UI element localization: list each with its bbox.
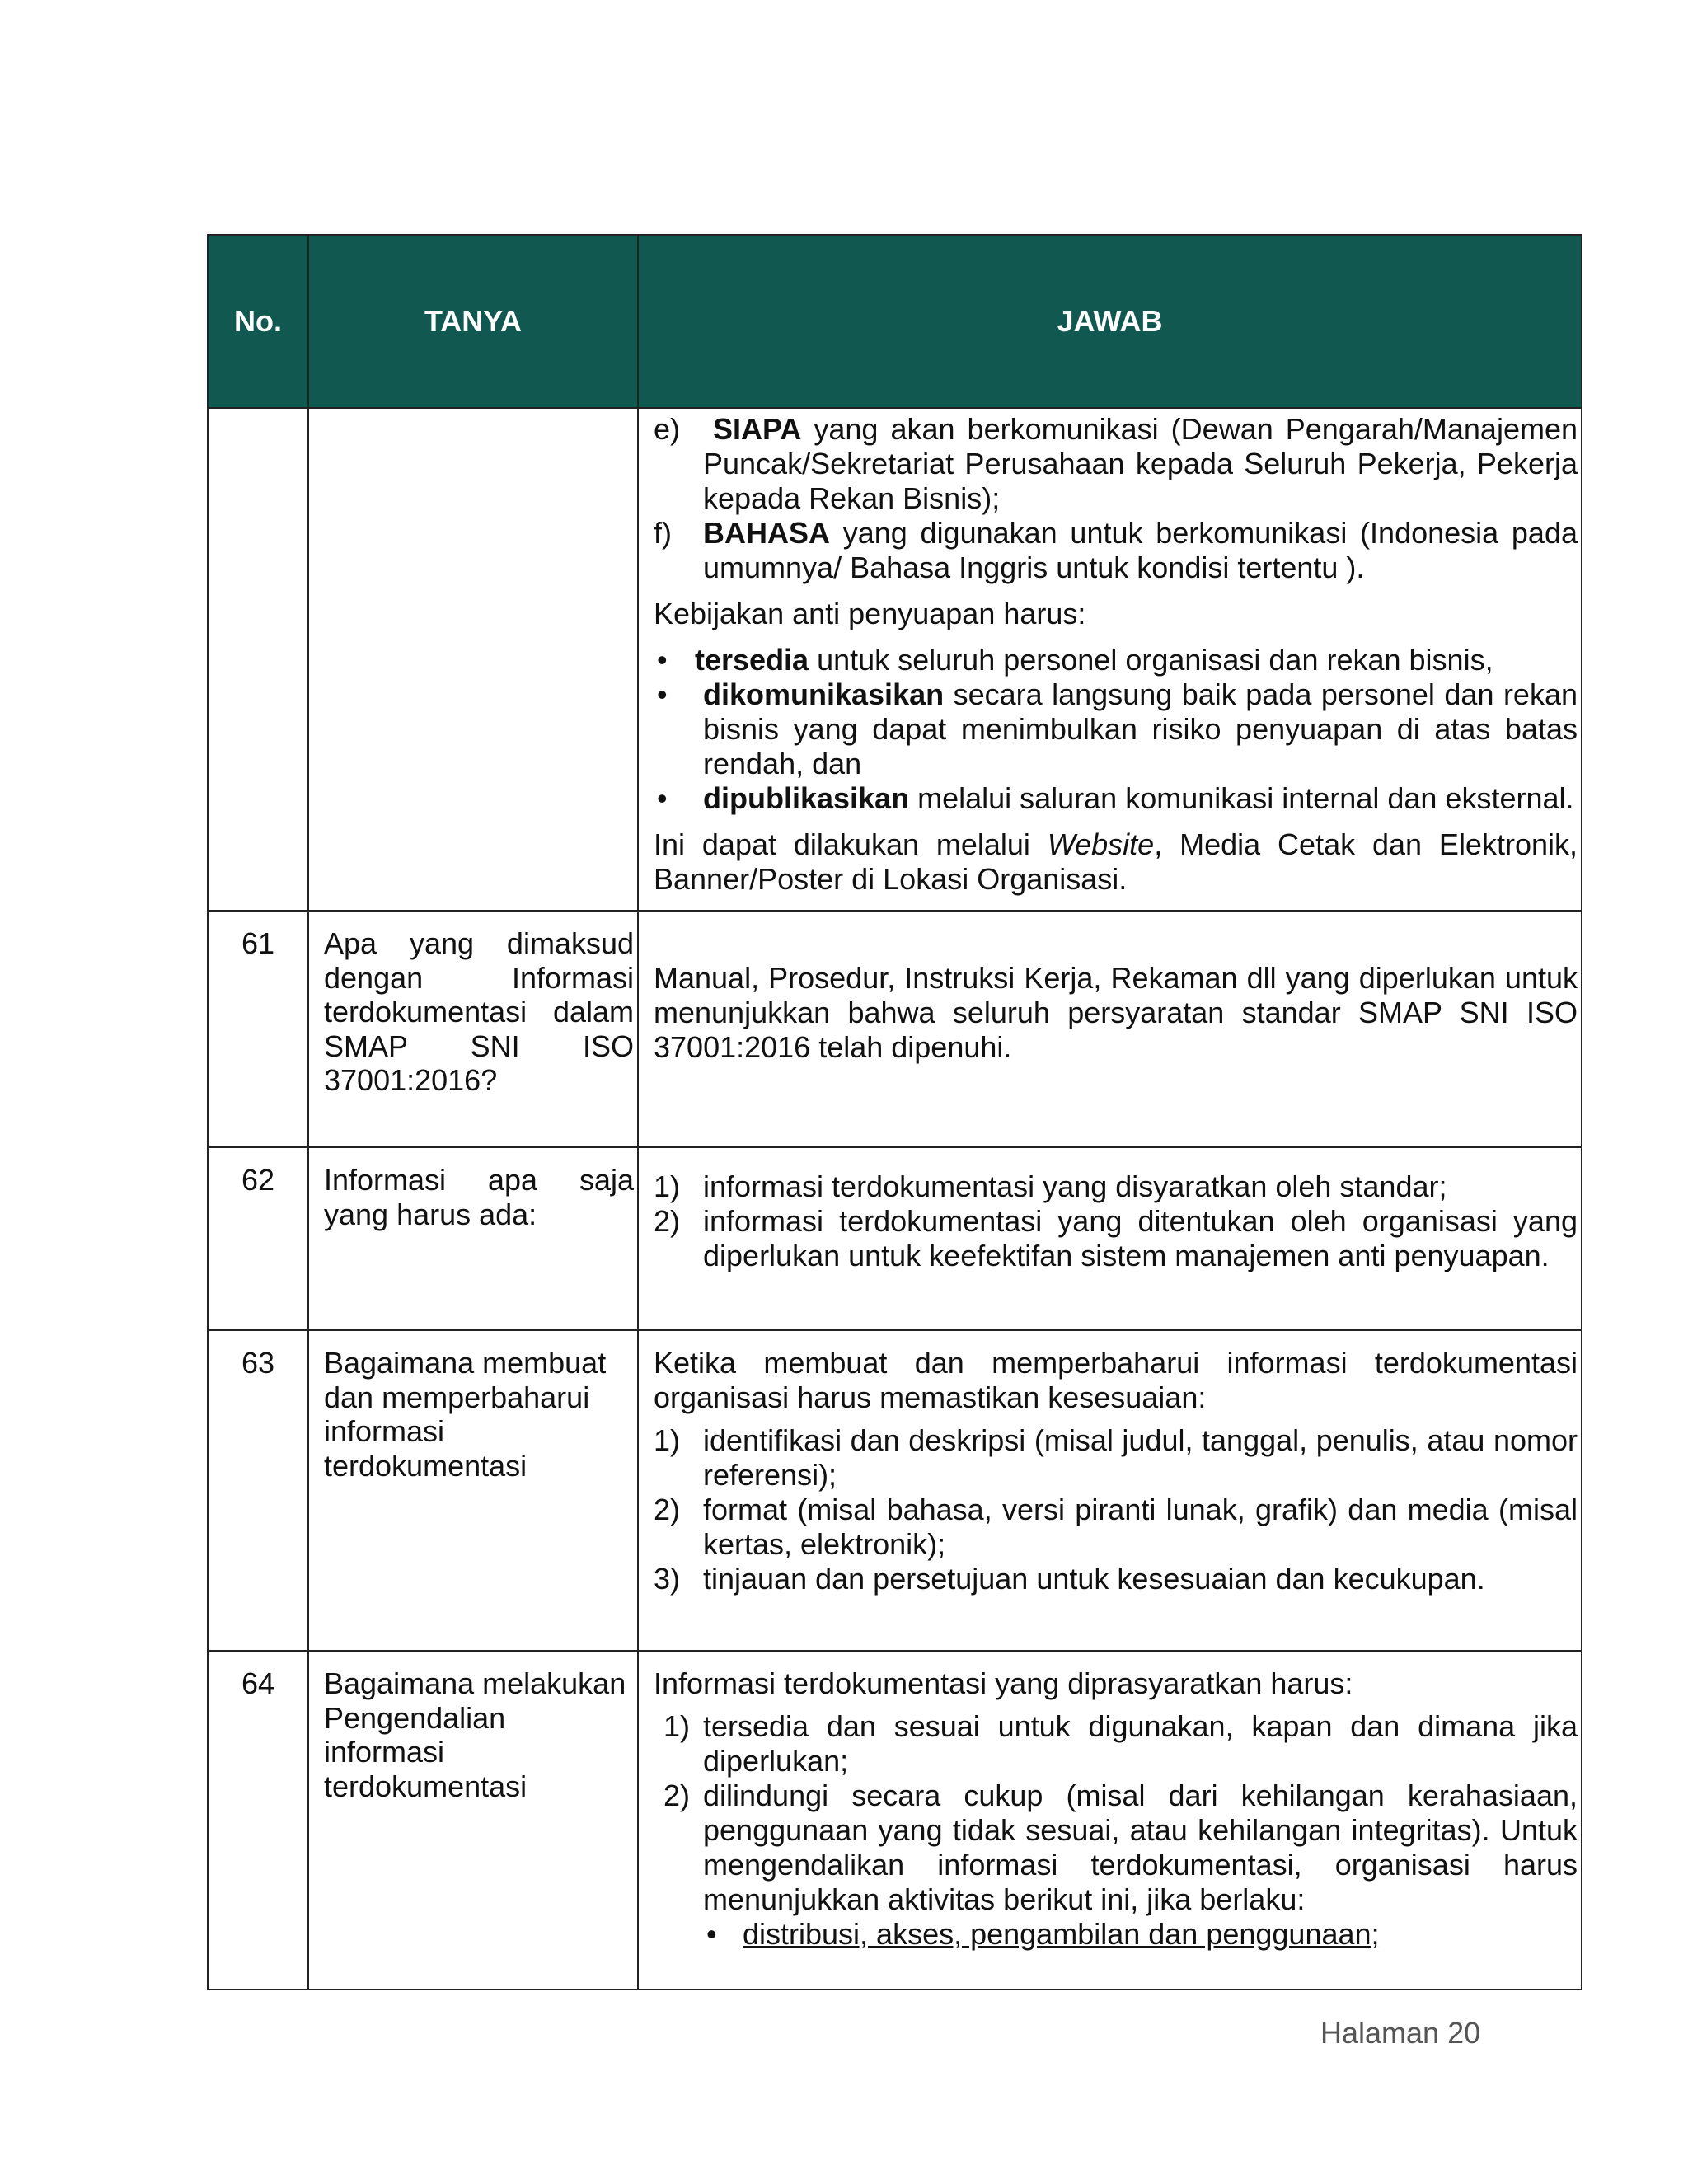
bullet-icon: • (657, 781, 668, 815)
item-marker: e) (654, 412, 681, 446)
list-item (654, 1562, 1578, 1596)
bullet-icon: • (657, 643, 668, 677)
bullet-item (654, 781, 1578, 816)
row-number: 62 (208, 1147, 308, 1330)
bullet-icon: • (706, 1917, 717, 1951)
list-item (654, 1423, 1578, 1493)
answer-intro: Informasi terdokumentasi yang diprasyaratkan harus: (654, 1666, 1353, 1700)
item-marker: 1) (654, 1423, 681, 1457)
item-marker: 1) (663, 1709, 691, 1743)
list-item (654, 1493, 1578, 1562)
row-number: 64 (208, 1651, 308, 1990)
list-item (654, 1709, 1578, 1779)
answer-cell (638, 911, 1582, 1147)
header-no: No. (208, 235, 308, 408)
row-number: 61 (208, 911, 308, 1147)
item-text: distribusi, akses, pengambilan dan penggunaan; (743, 1917, 1380, 1951)
item-text: melalui saluran komunikasi internal dan eksternal. (909, 781, 1574, 815)
answer-cell (638, 408, 1582, 911)
item-bold: tersedia (695, 643, 809, 677)
table-row (208, 911, 1582, 1147)
item-text: identifikasi dan deskripsi (misal judul, tanggal, penulis, atau nomor referensi); (703, 1423, 1578, 1492)
answer-text: Manual, Prosedur, Instruksi Kerja, Rekaman dll yang diperlukan untuk menunjukkan bahwa seluruh persyaratan standar SMAP SNI ISO 37001:2016 telah dipenuhi. (654, 961, 1578, 1064)
item-bold: BAHASA (703, 516, 831, 550)
table-row (208, 1330, 1582, 1651)
closing-post: , Media Cetak dan Elektronik, Banner/Poster di Lokasi Organisasi. (654, 827, 1578, 896)
item-marker: 3) (654, 1562, 681, 1596)
answer-cell (638, 1147, 1582, 1330)
question-cell: Bagaimana membuat dan memperbaharui informasi terdokumentasi (308, 1330, 638, 1651)
item-text: secara langsung baik pada personel dan rekan bisnis yang dapat menimbulkan risiko penyuapan di atas batas rendah, dan (703, 677, 1578, 780)
item-text: informasi terdokumentasi yang ditentukan oleh organisasi yang diperlukan untuk keefektifan sistem manajemen anti penyuapan. (703, 1204, 1578, 1272)
item-text: yang digunakan untuk berkomunikasi (Indonesia pada umumnya/ Bahasa Inggris untuk kondisi tertentu ). (703, 516, 1578, 584)
bullet-item (654, 677, 1578, 781)
row-number: 63 (208, 1330, 308, 1651)
table-row (208, 408, 1582, 911)
table-row (208, 1651, 1582, 1990)
item-bold: dipublikasikan (703, 781, 910, 815)
item-text: informasi terdokumentasi yang disyaratkan oleh standar; (703, 1169, 1447, 1203)
list-item (654, 412, 1578, 516)
answer-cell (638, 1330, 1582, 1651)
bullet-item (654, 643, 1578, 677)
list-item (654, 516, 1578, 585)
qa-table (207, 234, 1582, 1990)
question-cell: Apa yang dimaksud dengan Informasi terdokumentasi dalam SMAP SNI ISO 37001:2016? (308, 911, 638, 1147)
item-text: dilindungi secara cukup (misal dari kehilangan kerahasiaan, penggunaan yang tidak sesuai, atau kehilangan integritas). Untuk mengendalikan informasi terdokumentasi, organisasi harus menunjukkan aktivitas berikut ini, jika berlaku: (703, 1779, 1578, 1916)
item-marker: 2) (654, 1493, 681, 1526)
question-cell: Informasi apa saja yang harus ada: (308, 1147, 638, 1330)
page-number: Halaman 20 (1320, 2016, 1481, 2050)
item-marker: f) (654, 516, 672, 550)
header-jawab: JAWAB (638, 235, 1582, 408)
item-bold: dikomunikasikan (703, 677, 945, 711)
answer-intro: Ketika membuat dan memperbaharui informasi terdokumentasi organisasi harus memastikan kesesuaian: (654, 1346, 1578, 1414)
row-number (208, 408, 308, 911)
table-row (208, 1147, 1582, 1330)
policy-intro: Kebijakan anti penyuapan harus: (654, 597, 1086, 630)
question-cell (308, 408, 638, 911)
bullet-icon: • (657, 677, 668, 711)
sub-bullet-item (703, 1917, 1578, 1952)
answer-cell (638, 1651, 1582, 1990)
item-text: format (misal bahasa, versi piranti lunak, grafik) dan media (misal kertas, elektronik); (703, 1493, 1578, 1561)
table-header-row (208, 235, 1582, 408)
closing-pre: Ini dapat dilakukan melalui (654, 827, 1048, 861)
item-marker: 2) (654, 1204, 681, 1238)
list-item (654, 1779, 1578, 1917)
item-marker: 2) (663, 1779, 691, 1812)
closing-italic: Website (1047, 827, 1155, 861)
item-text: Puncak/Sekretariat Perusahaan kepada Seluruh Pekerja, Pekerja kepada Rekan Bisnis); (703, 447, 1578, 515)
item-text: tersedia dan sesuai untuk digunakan, kapan dan dimana jika diperlukan; (703, 1709, 1578, 1778)
item-text: yang akan berkomunikasi (Dewan Pengarah/Manajemen (801, 412, 1578, 446)
item-text: untuk seluruh personel organisasi dan rekan bisnis, (809, 643, 1493, 677)
header-tanya: TANYA (308, 235, 638, 408)
item-text: tinjauan dan persetujuan untuk kesesuaian dan kecukupan. (703, 1562, 1485, 1596)
item-bold: SIAPA (713, 412, 802, 446)
list-item (654, 1204, 1578, 1273)
item-marker: 1) (654, 1169, 681, 1203)
closing-text (654, 827, 1578, 897)
list-item (654, 1169, 1578, 1204)
question-cell: Bagaimana melakukan Pengendalian informasi terdokumentasi (308, 1651, 638, 1990)
